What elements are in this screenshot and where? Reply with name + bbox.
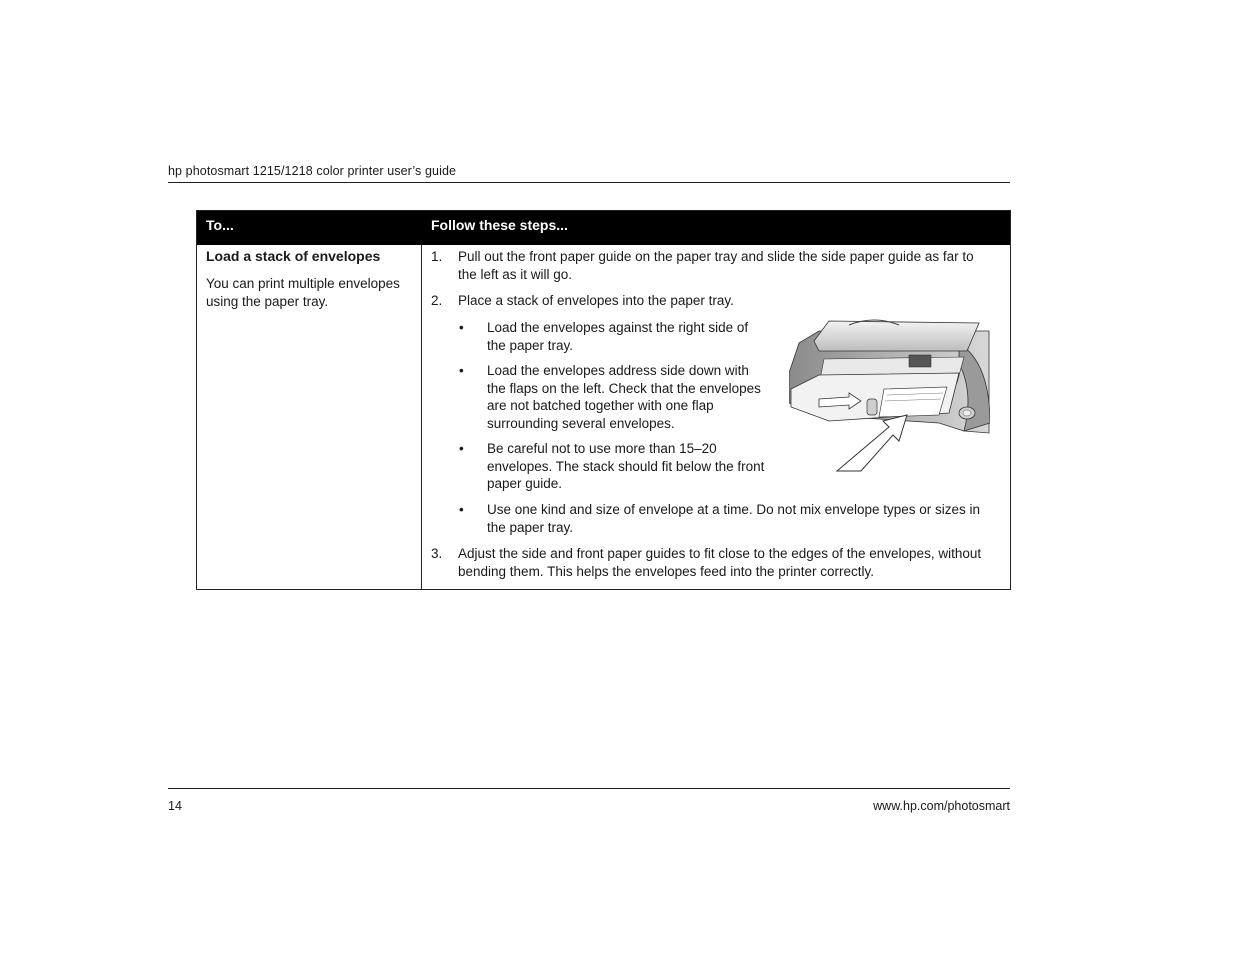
step-text-line: bending them. This helps the envelopes feed into the printer correctly. xyxy=(458,563,874,579)
step-1 xyxy=(431,248,1001,284)
step-text-line: Pull out the front paper guide on the paper tray and slide the side paper guide as far to xyxy=(458,249,974,264)
bullet-text-line: the paper tray. xyxy=(487,337,574,353)
header-rule xyxy=(168,182,1010,183)
step-number: 2. xyxy=(431,293,443,308)
step-text-line: Adjust the side and front paper guides to fit close to the edges of the envelopes, without xyxy=(458,546,982,561)
footer-url: www.hp.com/photosmart xyxy=(873,799,1010,813)
bullet-text-line: Use one kind and size of envelope at a time. Do not mix envelope types or sizes in xyxy=(487,502,981,517)
bullet-symbol: • xyxy=(459,363,464,378)
page-number: 14 xyxy=(168,799,182,813)
bullet-text-line: paper guide. xyxy=(487,476,563,491)
bullet-text-line: envelopes. The stack should fit below the front xyxy=(487,458,765,474)
step-text-line: Place a stack of envelopes into the paper tray. xyxy=(458,293,734,308)
column-divider xyxy=(421,245,422,589)
step-3 xyxy=(431,545,1001,581)
bullet-text-line: surrounding several envelopes. xyxy=(487,415,675,431)
bullet-text-line: Be careful not to use more than 15–20 xyxy=(487,441,717,456)
table-header-row xyxy=(197,211,1010,245)
bullet-text-line: Load the envelopes address side down with xyxy=(487,363,749,378)
bullet-text-line: Load the envelopes against the right side of xyxy=(487,320,749,335)
column-header-to: To... xyxy=(206,217,234,233)
bullet-text-line: are not batched together with one flap xyxy=(487,398,714,413)
step-2 xyxy=(431,292,781,310)
running-header: hp photosmart 1215/1218 color printer user’s guide xyxy=(168,164,457,178)
printer-envelope-loading-illustration xyxy=(789,303,990,477)
task-description: You can print multiple envelopes using the paper tray. xyxy=(206,276,400,309)
steps-table xyxy=(196,210,1011,590)
footer-rule xyxy=(168,788,1010,789)
task-title: Load a stack of envelopes xyxy=(206,248,381,264)
bullet-symbol: • xyxy=(459,502,464,517)
bullet-symbol: • xyxy=(459,320,464,335)
bullet-symbol: • xyxy=(459,441,464,456)
step-number: 3. xyxy=(431,546,443,561)
bullet-text-line: the flaps on the left. Check that the envelopes xyxy=(487,380,761,396)
column-header-steps: Follow these steps... xyxy=(431,217,568,233)
step-text-line: the left as it will go. xyxy=(458,266,573,282)
step-number: 1. xyxy=(431,249,443,264)
bullet-text-line: the paper tray. xyxy=(487,519,574,535)
